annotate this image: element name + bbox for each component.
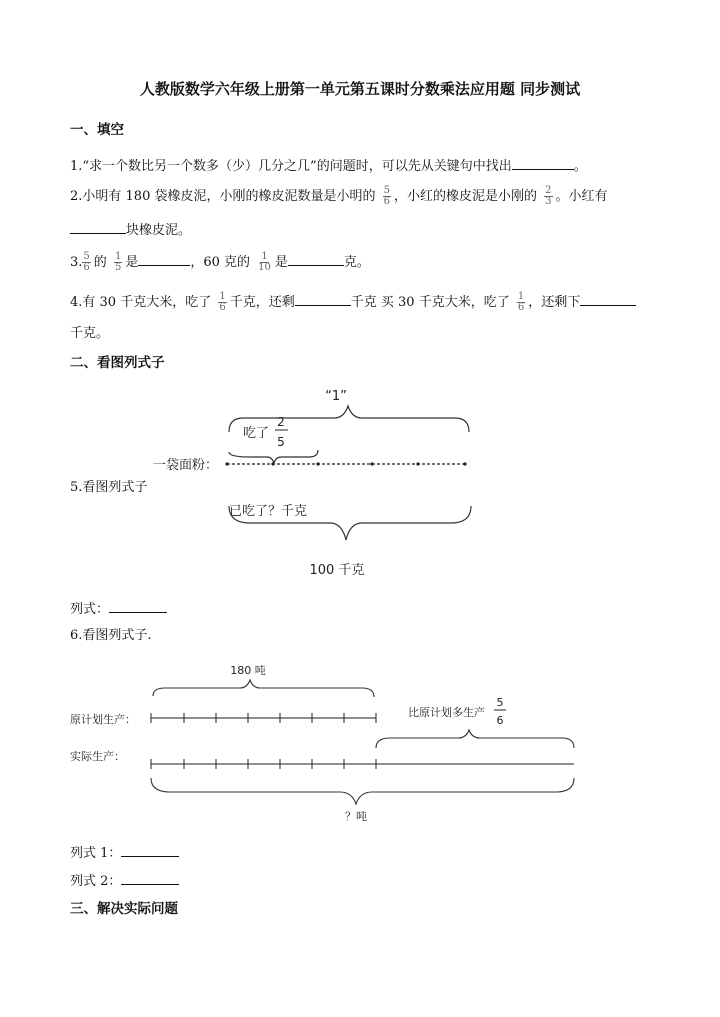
eaten-label: 已吃了？千克 <box>229 504 308 519</box>
ate-label: 吃了 <box>243 426 270 441</box>
total-label: 100 千克 <box>309 563 365 578</box>
ate-brace <box>229 450 318 463</box>
formula-label: 列式： <box>70 602 110 617</box>
question-5-label: 5.看图列式子 <box>70 480 148 495</box>
fraction: $\frac{1}{10}$ <box>258 251 271 273</box>
question-3-text-e: 克。 <box>343 255 370 270</box>
planned-amount-label: 180 吨 <box>230 664 266 677</box>
question-4-text-c: 千克 买 30 千克大米，吃了 <box>350 295 510 310</box>
fraction: $\frac{1}{5}$ <box>114 251 122 273</box>
fraction-numerator: 5 <box>496 696 504 709</box>
fraction-denominator: 6 <box>496 714 504 727</box>
question-3-number: 3. <box>70 255 83 270</box>
question-6-formula-1 <box>70 842 179 864</box>
bar-tick <box>416 462 419 465</box>
question-4-text-b: 千克，还剩 <box>229 295 295 310</box>
question-1-end: 。 <box>573 159 587 174</box>
answer-blank[interactable] <box>121 842 179 857</box>
actual-brace <box>151 778 574 804</box>
bar-tick <box>225 462 228 465</box>
question-2-text-b: ，小红的橡皮泥是小刚的 <box>394 189 538 204</box>
question-4-text-d: ，还剩下 <box>528 295 581 310</box>
extra-brace <box>376 730 574 748</box>
page-title: 人教版数学六年级上册第一单元第五课时分数乘法应用题 同步测试 <box>139 80 581 98</box>
question-4-text: 4.有 30 千克大米，吃了 <box>70 295 212 310</box>
section-heading-fill-blank: 一、填空 <box>70 122 124 138</box>
fraction: $\frac{5}{6}$ <box>383 185 390 207</box>
answer-blank[interactable] <box>109 598 167 613</box>
planned-brace <box>153 680 374 697</box>
question-1-text: 1.“求一个数比另一个数多（少）几分之几”的问题时，可以先从关键句中找出 <box>70 159 512 174</box>
bar-tick <box>271 462 274 465</box>
fraction: $\frac{1}{6}$ <box>517 291 525 313</box>
unit-one-label: “1” <box>325 389 347 404</box>
bag-label: 一袋面粉： <box>153 458 219 473</box>
question-2-text: 2.小明有 180 袋橡皮泥，小刚的橡皮泥数量是小明的 <box>70 189 376 204</box>
bar-tick <box>463 462 466 465</box>
question-3-text-c: ，60 克的 <box>190 255 251 270</box>
section-heading-diagram: 二、看图列式子 <box>70 355 165 371</box>
fraction-denominator: 5 <box>277 435 285 449</box>
plan-label: 原计划生产： <box>70 713 136 726</box>
unknown-label: ？吨 <box>345 810 367 823</box>
fraction-numerator: 2 <box>277 415 285 429</box>
question-2-text-c: 。小红有 <box>555 189 608 204</box>
bar-tick <box>370 462 373 465</box>
fraction: $\frac{2}{3}$ <box>545 185 552 207</box>
answer-blank[interactable] <box>121 870 179 885</box>
question-6-label: 6.看图列式子. <box>70 628 152 643</box>
formula-label: 列式 1： <box>70 846 122 861</box>
fraction: $\frac{5}{6}$ <box>83 251 90 273</box>
question-4-line-2: 千克。 <box>70 326 110 341</box>
question-2-text-d: 块橡皮泥。 <box>126 223 192 238</box>
actual-label: 实际生产： <box>70 750 125 763</box>
formula-label: 列式 2： <box>70 874 122 889</box>
question-3-text-b: 是 <box>125 255 139 270</box>
bar-tick <box>316 462 319 465</box>
question-3-text-d: 是 <box>274 255 288 270</box>
fraction: $\frac{1}{6}$ <box>219 291 226 313</box>
more-label: 比原计划多生产 <box>408 706 485 719</box>
question-6-formula-2 <box>70 870 179 892</box>
question-5-formula <box>70 598 167 620</box>
section-heading-practical: 三、解决实际问题 <box>70 901 178 917</box>
question-3-text: 的 <box>93 255 107 270</box>
